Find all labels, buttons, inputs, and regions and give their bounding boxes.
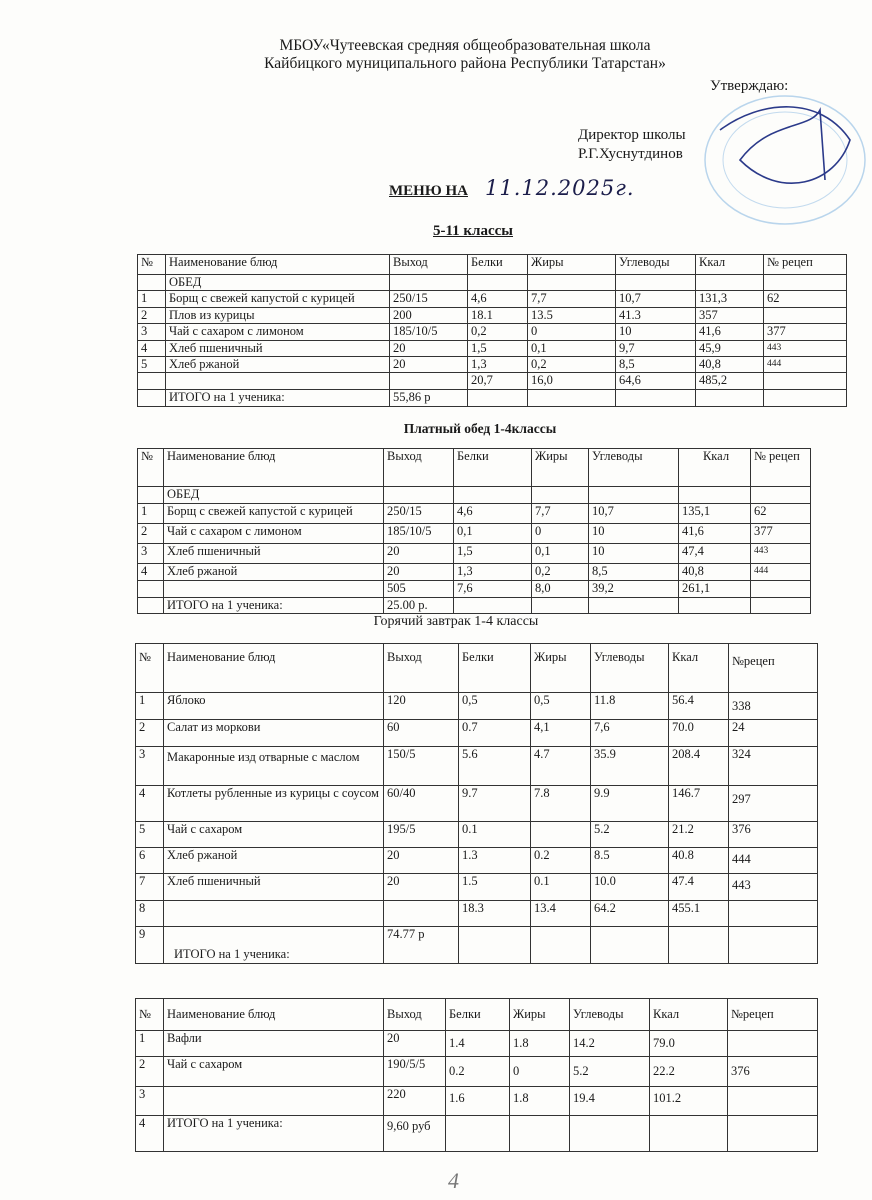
cell: 62 [764, 291, 847, 308]
cell: 8,0 [532, 581, 589, 598]
cell: 1,3 [454, 564, 532, 581]
cell [764, 373, 847, 390]
section-label: ОБЕД [164, 487, 384, 504]
table-row [136, 786, 818, 822]
director-title: Директор школы [578, 127, 686, 143]
cell: 377 [764, 324, 847, 341]
cell [164, 1087, 384, 1116]
cell: 505 [384, 581, 454, 598]
cell: 338 [729, 693, 818, 720]
header-cell: Выход [384, 644, 459, 693]
table-row [136, 693, 818, 720]
cell: 9.9 [591, 786, 669, 822]
table-row [138, 308, 847, 324]
cell: 1,5 [468, 341, 528, 357]
cell: 8 [136, 901, 164, 927]
section-row [138, 275, 847, 291]
cell: Чай с сахаром [164, 1057, 384, 1087]
cell: 120 [384, 693, 459, 720]
cell: 4 [136, 786, 164, 822]
cell [138, 581, 164, 598]
cell: 195/5 [384, 822, 459, 848]
cell: 376 [729, 822, 818, 848]
cell: 20 [390, 357, 468, 373]
header-cell: Ккал [679, 449, 751, 487]
cell: Вафли [164, 1031, 384, 1057]
cell: 7 [136, 874, 164, 901]
cell: 64,6 [616, 373, 696, 390]
cell: 0,1 [528, 341, 616, 357]
menu-date: 11.12.2025г. [485, 176, 635, 200]
cell: 45,9 [696, 341, 764, 357]
caption-hot-breakfast: Горячий завтрак 1-4 классы [373, 614, 539, 629]
cell: 0,2 [528, 357, 616, 373]
menu-table-snack [135, 998, 818, 1152]
cell: 10,7 [616, 291, 696, 308]
header-cell: №рецеп [729, 644, 818, 693]
total-value: 9,60 руб [384, 1116, 446, 1152]
header-cell: Белки [468, 255, 528, 275]
cell: 60/40 [384, 786, 459, 822]
cell: 443 [751, 544, 811, 564]
cell: Хлеб ржаной [164, 564, 384, 581]
table-row [138, 564, 811, 581]
cell: 79.0 [650, 1031, 728, 1057]
header-cell: Жиры [531, 644, 591, 693]
cell: 4,6 [454, 504, 532, 524]
total-value: 74.77 р [384, 927, 459, 964]
cell: Яблоко [164, 693, 384, 720]
cell: 2 [136, 1057, 164, 1087]
cell: 35.9 [591, 747, 669, 786]
cell: 3 [136, 747, 164, 786]
table-row [136, 822, 818, 848]
cell: 70.0 [669, 720, 729, 747]
menu-table-hot-breakfast [135, 643, 818, 964]
cell: 0.1 [459, 822, 531, 848]
cell: 22.2 [650, 1057, 728, 1087]
cell: 18.3 [459, 901, 531, 927]
header-cell: Углеводы [591, 644, 669, 693]
cell: 2 [138, 524, 164, 544]
cell: 5.6 [459, 747, 531, 786]
cell: 9,7 [616, 341, 696, 357]
cell [164, 901, 384, 927]
cell: 1 [136, 693, 164, 720]
cell: 1 [138, 291, 166, 308]
cell: 0,2 [468, 324, 528, 341]
cell: Салат из моркови [164, 720, 384, 747]
cell: 16,0 [528, 373, 616, 390]
cell: 443 [729, 874, 818, 901]
cell: 20 [384, 874, 459, 901]
school-name-line1: МБОУ«Чутеевская средняя общеобразовательная школа [279, 37, 651, 54]
header-cell: Углеводы [570, 999, 650, 1031]
table-row [136, 720, 818, 747]
cell: Хлеб пшеничный [164, 544, 384, 564]
cell: 0,5 [531, 693, 591, 720]
cell: Чай с сахаром с лимоном [164, 524, 384, 544]
table-row [138, 524, 811, 544]
cell: 20 [384, 564, 454, 581]
cell: 13.4 [531, 901, 591, 927]
grade-label: 5-11 классы [433, 223, 514, 239]
table-row [136, 747, 818, 786]
cell: 0.7 [459, 720, 531, 747]
cell: 0,1 [454, 524, 532, 544]
cell: 47,4 [679, 544, 751, 564]
cell: 10.0 [591, 874, 669, 901]
total-cost-row [136, 1116, 818, 1152]
school-name-line2: Кайбицкого муниципального района Республики Татарстан» [264, 55, 666, 72]
cell: 150/5 [384, 747, 459, 786]
cell: 444 [764, 357, 847, 373]
header-cell: Ккал [696, 255, 764, 275]
cell: 3 [138, 324, 166, 341]
cell: 3 [138, 544, 164, 564]
approve-label: Утверждаю: [710, 78, 789, 94]
cell: Плов из курицы [166, 308, 390, 324]
cell: 250/15 [390, 291, 468, 308]
table-row [136, 1057, 818, 1087]
cell: 64.2 [591, 901, 669, 927]
total-cost-row [138, 390, 847, 407]
cell: 9 [136, 927, 164, 964]
cell: 485,2 [696, 373, 764, 390]
cell: 1.3 [459, 848, 531, 874]
header-cell: № [138, 449, 164, 487]
cell: 13.5 [528, 308, 616, 324]
cell [728, 1031, 818, 1057]
cell: Чай с сахаром [164, 822, 384, 848]
cell [728, 1087, 818, 1116]
cell: 2 [136, 720, 164, 747]
cell: 0.1 [531, 874, 591, 901]
cell: 4.7 [531, 747, 591, 786]
cell: 220 [384, 1087, 446, 1116]
cell: 101.2 [650, 1087, 728, 1116]
cell [138, 373, 166, 390]
cell: 40,8 [696, 357, 764, 373]
cell: 185/10/5 [384, 524, 454, 544]
cell: 0 [528, 324, 616, 341]
cell [384, 901, 459, 927]
cell: 357 [696, 308, 764, 324]
cell: 2 [138, 308, 166, 324]
cell: 4,1 [531, 720, 591, 747]
cell: 135,1 [679, 504, 751, 524]
cell: 444 [729, 848, 818, 874]
cell: 41,6 [696, 324, 764, 341]
header-cell: Ккал [669, 644, 729, 693]
cell: 324 [729, 747, 818, 786]
menu-table-5-11 [137, 254, 847, 407]
table-header-row [138, 255, 847, 275]
header-cell: № [136, 644, 164, 693]
cell: 0,2 [532, 564, 589, 581]
cell: 18.1 [468, 308, 528, 324]
cell: 8,5 [616, 357, 696, 373]
cell: 0,5 [459, 693, 531, 720]
cell: 10 [616, 324, 696, 341]
cell: 10 [589, 544, 679, 564]
cell [531, 822, 591, 848]
cell: 7,6 [591, 720, 669, 747]
cell: 376 [728, 1057, 818, 1087]
header-cell: № рецеп [764, 255, 847, 275]
header-cell: Жиры [510, 999, 570, 1031]
cell [166, 373, 390, 390]
table-header-row [136, 999, 818, 1031]
header-cell: Наименование блюд [164, 999, 384, 1031]
cell: 20 [384, 848, 459, 874]
cell: 7,7 [528, 291, 616, 308]
cell: 1.5 [459, 874, 531, 901]
cell: 1,3 [468, 357, 528, 373]
header-cell: № [138, 255, 166, 275]
cell: 1 [136, 1031, 164, 1057]
director-name: Р.Г.Хуснутдинов [578, 146, 683, 162]
totals-row [136, 1087, 818, 1116]
cell: 1.8 [510, 1087, 570, 1116]
table-row [138, 504, 811, 524]
totals-row [138, 581, 811, 598]
cell: 7.8 [531, 786, 591, 822]
table-row [136, 1031, 818, 1057]
cell: 146.7 [669, 786, 729, 822]
cell: 377 [751, 524, 811, 544]
cell: 7,6 [454, 581, 532, 598]
cell: 185/10/5 [390, 324, 468, 341]
cell: 9.7 [459, 786, 531, 822]
cell: 0,1 [532, 544, 589, 564]
cell: 21.2 [669, 822, 729, 848]
cell: 3 [136, 1087, 164, 1116]
header-cell: Ккал [650, 999, 728, 1031]
caption-paid-lunch: Платный обед 1-4классы [403, 421, 557, 436]
cell: 200 [390, 308, 468, 324]
table-row [138, 357, 847, 373]
cell: 8,5 [589, 564, 679, 581]
table-row [136, 848, 818, 874]
cell: 1 [138, 504, 164, 524]
table-row [138, 544, 811, 564]
cell: 41.3 [616, 308, 696, 324]
cell: 250/15 [384, 504, 454, 524]
menu-table-paid-lunch [137, 448, 811, 614]
cell: 190/5/5 [384, 1057, 446, 1087]
cell: 60 [384, 720, 459, 747]
header-cell: №рецеп [728, 999, 818, 1031]
cell: 1,5 [454, 544, 532, 564]
cell [751, 581, 811, 598]
total-cost-row [136, 927, 818, 964]
cell: 4 [138, 341, 166, 357]
table-row [138, 291, 847, 308]
cell: 4 [138, 564, 164, 581]
cell: Макаронные изд отварные с маслом [164, 747, 384, 786]
cell [764, 308, 847, 324]
header-cell: № [136, 999, 164, 1031]
header-cell: Наименование блюд [166, 255, 390, 275]
cell: 0 [532, 524, 589, 544]
cell: 261,1 [679, 581, 751, 598]
total-value: 55,86 р [390, 390, 468, 407]
cell: 10 [589, 524, 679, 544]
cell: 7,7 [532, 504, 589, 524]
cell [390, 373, 468, 390]
school-stamp-icon [700, 90, 870, 230]
cell: 1.4 [446, 1031, 510, 1057]
totals-row [136, 901, 818, 927]
table-row [138, 341, 847, 357]
cell: 62 [751, 504, 811, 524]
cell: 8.5 [591, 848, 669, 874]
totals-row [138, 373, 847, 390]
cell: Хлеб ржаной [166, 357, 390, 373]
total-label: ИТОГО на 1 ученика: [164, 1116, 384, 1152]
table-header-row [138, 449, 811, 487]
header-cell: Жиры [528, 255, 616, 275]
menu-title: МЕНЮ НА [389, 183, 468, 199]
cell [729, 901, 818, 927]
cell: 19.4 [570, 1087, 650, 1116]
header-cell: Выход [384, 999, 446, 1031]
header-cell: Наименование блюд [164, 449, 384, 487]
cell: 20 [384, 1031, 446, 1057]
section-label: ОБЕД [166, 275, 390, 291]
cell: 39,2 [589, 581, 679, 598]
cell: 24 [729, 720, 818, 747]
cell: 0.2 [446, 1057, 510, 1087]
cell: 131,3 [696, 291, 764, 308]
header-cell: Жиры [532, 449, 589, 487]
table-row [136, 874, 818, 901]
cell: 1.6 [446, 1087, 510, 1116]
cell: 4,6 [468, 291, 528, 308]
header-cell: Белки [459, 644, 531, 693]
cell: 1.8 [510, 1031, 570, 1057]
header-cell: Выход [384, 449, 454, 487]
cell: 5.2 [570, 1057, 650, 1087]
cell: Хлеб пшеничный [166, 341, 390, 357]
cell: 5 [138, 357, 166, 373]
header-cell: Углеводы [589, 449, 679, 487]
total-label: ИТОГО на 1 ученика: [166, 390, 390, 407]
page-number: 4 [448, 1168, 459, 1193]
header-cell: Углеводы [616, 255, 696, 275]
total-value: 25.00 р. [384, 598, 454, 614]
header-cell: Белки [446, 999, 510, 1031]
cell: 11.8 [591, 693, 669, 720]
total-label: ИТОГО на 1 ученика: [164, 927, 384, 964]
cell [164, 581, 384, 598]
total-cost-row [138, 598, 811, 614]
cell: Котлеты рубленные из курицы с соусом [164, 786, 384, 822]
cell: 6 [136, 848, 164, 874]
cell: 40,8 [679, 564, 751, 581]
cell: 56.4 [669, 693, 729, 720]
cell: Борщ с свежей капустой с курицей [166, 291, 390, 308]
cell: 41,6 [679, 524, 751, 544]
cell: 20 [384, 544, 454, 564]
cell: 0 [510, 1057, 570, 1087]
cell: 5 [136, 822, 164, 848]
header-cell: Наименование блюд [164, 644, 384, 693]
header-cell: Выход [390, 255, 468, 275]
cell: 208.4 [669, 747, 729, 786]
cell: 14.2 [570, 1031, 650, 1057]
cell: 5.2 [591, 822, 669, 848]
cell: Борщ с свежей капустой с курицей [164, 504, 384, 524]
cell: Хлеб пшеничный [164, 874, 384, 901]
cell: Хлеб ржаной [164, 848, 384, 874]
cell: 20 [390, 341, 468, 357]
cell: 40.8 [669, 848, 729, 874]
cell: 444 [751, 564, 811, 581]
cell: 455.1 [669, 901, 729, 927]
cell: 0.2 [531, 848, 591, 874]
cell: 443 [764, 341, 847, 357]
cell: 10,7 [589, 504, 679, 524]
section-row [138, 487, 811, 504]
cell: Чай с сахаром с лимоном [166, 324, 390, 341]
cell: 297 [729, 786, 818, 822]
total-label: ИТОГО на 1 ученика: [164, 598, 384, 614]
cell: 47.4 [669, 874, 729, 901]
header-cell: Белки [454, 449, 532, 487]
table-row [138, 324, 847, 341]
table-header-row [136, 644, 818, 693]
cell: 20,7 [468, 373, 528, 390]
cell: 4 [136, 1116, 164, 1152]
header-cell: № рецеп [751, 449, 811, 487]
